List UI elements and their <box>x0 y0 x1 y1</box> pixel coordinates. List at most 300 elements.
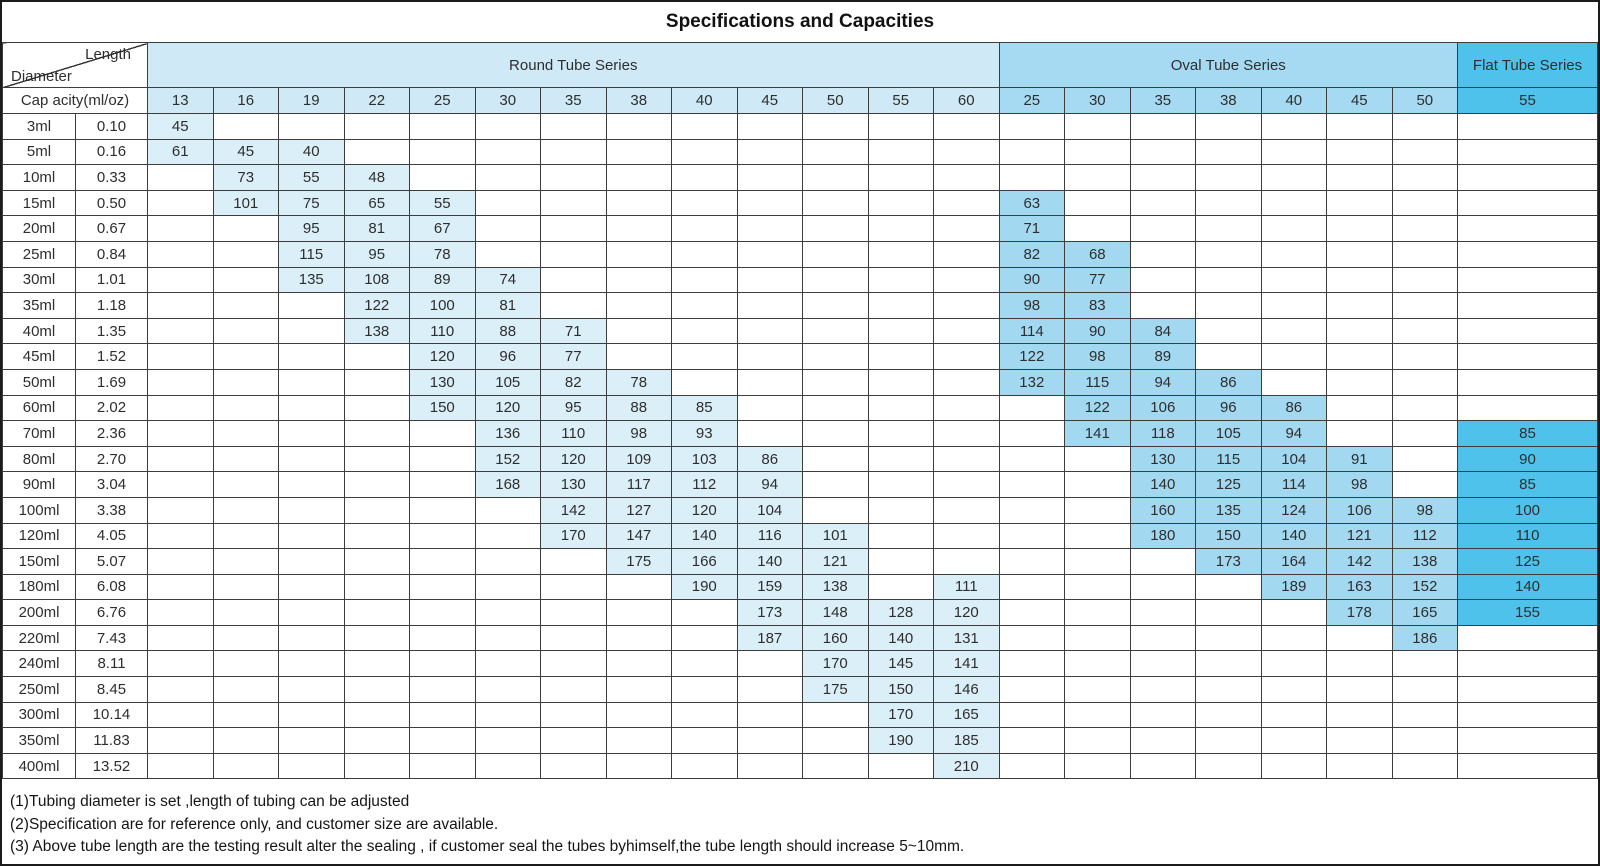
empty-cell <box>1327 318 1393 344</box>
empty-cell <box>672 625 738 651</box>
empty-cell <box>1327 369 1393 395</box>
empty-cell <box>1130 625 1196 651</box>
round-length-value-cell: 55 <box>410 190 476 216</box>
diameter-header-row <box>3 88 1598 114</box>
empty-cell <box>1196 574 1262 600</box>
empty-cell <box>279 344 345 370</box>
empty-cell <box>1261 216 1327 242</box>
empty-cell <box>1392 344 1458 370</box>
table-row <box>3 702 1598 728</box>
oval-length-value-cell: 122 <box>1065 395 1131 421</box>
empty-cell <box>148 293 214 319</box>
oval-length-value-cell: 163 <box>1327 574 1393 600</box>
oval-length-value-cell: 152 <box>1392 574 1458 600</box>
empty-cell <box>1196 267 1262 293</box>
oval-length-value-cell: 150 <box>1196 523 1262 549</box>
capacity-oz-cell: 1.18 <box>76 293 148 319</box>
empty-cell <box>1327 728 1393 754</box>
empty-cell <box>672 165 738 191</box>
empty-cell <box>475 728 541 754</box>
empty-cell <box>1458 114 1598 140</box>
empty-cell <box>999 446 1065 472</box>
capacity-oz-cell: 0.33 <box>76 165 148 191</box>
round-diameter-header: 19 <box>279 88 345 114</box>
empty-cell <box>213 600 279 626</box>
oval-diameter-header: 40 <box>1261 88 1327 114</box>
empty-cell <box>1261 369 1327 395</box>
flat-length-value-cell: 140 <box>1458 574 1598 600</box>
empty-cell <box>410 753 476 779</box>
empty-cell <box>606 677 672 703</box>
empty-cell <box>344 702 410 728</box>
empty-cell <box>1327 677 1393 703</box>
round-diameter-header: 25 <box>410 88 476 114</box>
empty-cell <box>213 241 279 267</box>
round-length-value-cell: 95 <box>344 241 410 267</box>
empty-cell <box>1261 165 1327 191</box>
empty-cell <box>1196 651 1262 677</box>
round-diameter-header: 60 <box>934 88 1000 114</box>
empty-cell <box>934 497 1000 523</box>
empty-cell <box>475 241 541 267</box>
empty-cell <box>606 216 672 242</box>
empty-cell <box>1130 139 1196 165</box>
empty-cell <box>279 114 345 140</box>
round-length-value-cell: 78 <box>606 369 672 395</box>
empty-cell <box>148 267 214 293</box>
empty-cell <box>1392 190 1458 216</box>
round-length-value-cell: 88 <box>606 395 672 421</box>
empty-cell <box>803 344 869 370</box>
corner-cell <box>3 43 148 88</box>
empty-cell <box>475 216 541 242</box>
capacity-ml-cell: 50ml <box>3 369 76 395</box>
empty-cell <box>1065 139 1131 165</box>
empty-cell <box>279 753 345 779</box>
capacity-oz-cell: 1.69 <box>76 369 148 395</box>
round-length-value-cell: 95 <box>541 395 607 421</box>
empty-cell <box>344 446 410 472</box>
empty-cell <box>410 472 476 498</box>
table-row <box>3 677 1598 703</box>
empty-cell <box>475 497 541 523</box>
table-row <box>3 549 1598 575</box>
capacity-oz-cell: 2.02 <box>76 395 148 421</box>
round-diameter-header: 30 <box>475 88 541 114</box>
round-length-value-cell: 115 <box>279 241 345 267</box>
empty-cell <box>1458 293 1598 319</box>
oval-length-value-cell: 189 <box>1261 574 1327 600</box>
round-length-value-cell: 89 <box>410 267 476 293</box>
empty-cell <box>1458 190 1598 216</box>
round-length-value-cell: 98 <box>606 421 672 447</box>
empty-cell <box>606 625 672 651</box>
empty-cell <box>1392 651 1458 677</box>
empty-cell <box>606 753 672 779</box>
empty-cell <box>213 421 279 447</box>
oval-length-value-cell: 106 <box>1327 497 1393 523</box>
capacity-ml-cell: 150ml <box>3 549 76 575</box>
empty-cell <box>1130 267 1196 293</box>
oval-length-value-cell: 89 <box>1130 344 1196 370</box>
round-length-value-cell: 77 <box>541 344 607 370</box>
empty-cell <box>410 114 476 140</box>
oval-length-value-cell: 140 <box>1261 523 1327 549</box>
empty-cell <box>1327 651 1393 677</box>
oval-length-value-cell: 118 <box>1130 421 1196 447</box>
capacity-ml-cell: 15ml <box>3 190 76 216</box>
round-length-value-cell: 105 <box>475 369 541 395</box>
empty-cell <box>344 753 410 779</box>
empty-cell <box>803 216 869 242</box>
empty-cell <box>1261 344 1327 370</box>
oval-length-value-cell: 86 <box>1196 369 1262 395</box>
empty-cell <box>213 344 279 370</box>
empty-cell <box>1327 165 1393 191</box>
oval-length-value-cell: 104 <box>1261 446 1327 472</box>
empty-cell <box>606 293 672 319</box>
empty-cell <box>803 421 869 447</box>
empty-cell <box>1065 574 1131 600</box>
empty-cell <box>213 625 279 651</box>
oval-length-value-cell: 84 <box>1130 318 1196 344</box>
empty-cell <box>148 446 214 472</box>
empty-cell <box>803 369 869 395</box>
round-length-value-cell: 93 <box>672 421 738 447</box>
capacity-oz-cell: 10.14 <box>76 702 148 728</box>
empty-cell <box>1392 267 1458 293</box>
oval-length-value-cell: 98 <box>999 293 1065 319</box>
oval-length-value-cell: 105 <box>1196 421 1262 447</box>
empty-cell <box>1327 293 1393 319</box>
empty-cell <box>1261 702 1327 728</box>
empty-cell <box>1392 165 1458 191</box>
round-length-value-cell: 166 <box>672 549 738 575</box>
empty-cell <box>475 600 541 626</box>
oval-length-value-cell: 164 <box>1261 549 1327 575</box>
empty-cell <box>541 625 607 651</box>
empty-cell <box>1261 753 1327 779</box>
empty-cell <box>803 318 869 344</box>
empty-cell <box>868 395 934 421</box>
capacity-oz-cell: 13.52 <box>76 753 148 779</box>
empty-cell <box>1196 728 1262 754</box>
empty-cell <box>213 728 279 754</box>
empty-cell <box>1065 497 1131 523</box>
capacity-oz-cell: 3.04 <box>76 472 148 498</box>
empty-cell <box>934 472 1000 498</box>
empty-cell <box>1458 651 1598 677</box>
empty-cell <box>1458 216 1598 242</box>
empty-cell <box>1196 677 1262 703</box>
empty-cell <box>737 728 803 754</box>
empty-cell <box>475 523 541 549</box>
oval-length-value-cell: 165 <box>1392 600 1458 626</box>
empty-cell <box>1130 651 1196 677</box>
empty-cell <box>606 651 672 677</box>
empty-cell <box>1261 267 1327 293</box>
empty-cell <box>803 753 869 779</box>
empty-cell <box>999 421 1065 447</box>
empty-cell <box>999 753 1065 779</box>
empty-cell <box>541 293 607 319</box>
empty-cell <box>1196 241 1262 267</box>
empty-cell <box>999 549 1065 575</box>
flat-length-value-cell: 100 <box>1458 497 1598 523</box>
empty-cell <box>1327 241 1393 267</box>
capacity-ml-cell: 70ml <box>3 421 76 447</box>
oval-length-value-cell: 130 <box>1130 446 1196 472</box>
round-length-value-cell: 82 <box>541 369 607 395</box>
empty-cell <box>1458 165 1598 191</box>
empty-cell <box>934 318 1000 344</box>
empty-cell <box>279 497 345 523</box>
empty-cell <box>934 267 1000 293</box>
empty-cell <box>1196 702 1262 728</box>
oval-length-value-cell: 125 <box>1196 472 1262 498</box>
capacity-oz-cell: 0.67 <box>76 216 148 242</box>
round-length-value-cell: 146 <box>934 677 1000 703</box>
round-length-value-cell: 173 <box>737 600 803 626</box>
oval-length-value-cell: 138 <box>1392 549 1458 575</box>
empty-cell <box>1392 241 1458 267</box>
round-length-value-cell: 103 <box>672 446 738 472</box>
empty-cell <box>410 165 476 191</box>
oval-length-value-cell: 63 <box>999 190 1065 216</box>
empty-cell <box>999 728 1065 754</box>
capacity-ml-cell: 30ml <box>3 267 76 293</box>
empty-cell <box>934 190 1000 216</box>
flat-series-header: Flat Tube Series <box>1458 43 1598 88</box>
empty-cell <box>1458 241 1598 267</box>
capacity-ml-cell: 5ml <box>3 139 76 165</box>
empty-cell <box>344 523 410 549</box>
oval-length-value-cell: 140 <box>1130 472 1196 498</box>
empty-cell <box>213 549 279 575</box>
empty-cell <box>672 677 738 703</box>
flat-length-value-cell: 85 <box>1458 421 1598 447</box>
empty-cell <box>213 369 279 395</box>
empty-cell <box>213 216 279 242</box>
empty-cell <box>868 241 934 267</box>
round-length-value-cell: 152 <box>475 446 541 472</box>
oval-diameter-header: 38 <box>1196 88 1262 114</box>
round-length-value-cell: 190 <box>868 728 934 754</box>
empty-cell <box>344 472 410 498</box>
round-length-value-cell: 138 <box>803 574 869 600</box>
oval-length-value-cell: 112 <box>1392 523 1458 549</box>
empty-cell <box>1065 702 1131 728</box>
round-length-value-cell: 120 <box>541 446 607 472</box>
empty-cell <box>868 190 934 216</box>
capacity-ml-cell: 100ml <box>3 497 76 523</box>
empty-cell <box>606 241 672 267</box>
round-length-value-cell: 121 <box>803 549 869 575</box>
empty-cell <box>1130 190 1196 216</box>
table-row <box>3 190 1598 216</box>
empty-cell <box>475 625 541 651</box>
round-diameter-header: 40 <box>672 88 738 114</box>
flat-length-value-cell: 155 <box>1458 600 1598 626</box>
round-length-value-cell: 135 <box>279 267 345 293</box>
oval-length-value-cell: 124 <box>1261 497 1327 523</box>
empty-cell <box>148 190 214 216</box>
empty-cell <box>410 651 476 677</box>
capacity-oz-cell: 6.76 <box>76 600 148 626</box>
empty-cell <box>1261 114 1327 140</box>
empty-cell <box>279 728 345 754</box>
empty-cell <box>868 114 934 140</box>
empty-cell <box>1196 165 1262 191</box>
footnotes <box>2 779 1598 864</box>
empty-cell <box>1392 395 1458 421</box>
oval-diameter-header: 30 <box>1065 88 1131 114</box>
round-diameter-header: 50 <box>803 88 869 114</box>
oval-length-value-cell: 83 <box>1065 293 1131 319</box>
empty-cell <box>606 728 672 754</box>
oval-diameter-header: 50 <box>1392 88 1458 114</box>
oval-length-value-cell: 115 <box>1065 369 1131 395</box>
empty-cell <box>148 523 214 549</box>
series-header-row <box>3 43 1598 88</box>
empty-cell <box>213 574 279 600</box>
empty-cell <box>606 702 672 728</box>
empty-cell <box>541 549 607 575</box>
empty-cell <box>1261 293 1327 319</box>
round-length-value-cell: 78 <box>410 241 476 267</box>
empty-cell <box>1392 369 1458 395</box>
table-row <box>3 395 1598 421</box>
empty-cell <box>737 344 803 370</box>
empty-cell <box>672 216 738 242</box>
empty-cell <box>999 139 1065 165</box>
empty-cell <box>1196 114 1262 140</box>
empty-cell <box>803 728 869 754</box>
table-row <box>3 165 1598 191</box>
oval-length-value-cell: 115 <box>1196 446 1262 472</box>
empty-cell <box>934 139 1000 165</box>
oval-length-value-cell: 96 <box>1196 395 1262 421</box>
round-length-value-cell: 110 <box>410 318 476 344</box>
empty-cell <box>1261 651 1327 677</box>
empty-cell <box>1196 190 1262 216</box>
empty-cell <box>1196 139 1262 165</box>
table-row <box>3 318 1598 344</box>
empty-cell <box>410 600 476 626</box>
capacity-oz-cell: 6.08 <box>76 574 148 600</box>
round-length-value-cell: 140 <box>672 523 738 549</box>
empty-cell <box>279 702 345 728</box>
empty-cell <box>279 574 345 600</box>
empty-cell <box>1130 728 1196 754</box>
empty-cell <box>279 421 345 447</box>
round-length-value-cell: 141 <box>934 651 1000 677</box>
empty-cell <box>1327 753 1393 779</box>
capacity-ml-cell: 200ml <box>3 600 76 626</box>
page-title: Specifications and Capacities <box>665 11 935 32</box>
flat-length-value-cell: 90 <box>1458 446 1598 472</box>
round-diameter-header: 35 <box>541 88 607 114</box>
round-length-value-cell: 148 <box>803 600 869 626</box>
empty-cell <box>868 446 934 472</box>
empty-cell <box>999 523 1065 549</box>
empty-cell <box>279 318 345 344</box>
empty-cell <box>606 190 672 216</box>
empty-cell <box>1065 728 1131 754</box>
empty-cell <box>999 114 1065 140</box>
round-length-value-cell: 71 <box>541 318 607 344</box>
empty-cell <box>1327 267 1393 293</box>
empty-cell <box>1458 344 1598 370</box>
empty-cell <box>541 702 607 728</box>
empty-cell <box>999 625 1065 651</box>
empty-cell <box>1130 216 1196 242</box>
empty-cell <box>1065 165 1131 191</box>
empty-cell <box>737 318 803 344</box>
empty-cell <box>999 651 1065 677</box>
empty-cell <box>213 523 279 549</box>
round-length-value-cell: 131 <box>934 625 1000 651</box>
empty-cell <box>1261 139 1327 165</box>
round-length-value-cell: 75 <box>279 190 345 216</box>
empty-cell <box>148 677 214 703</box>
empty-cell <box>1458 139 1598 165</box>
empty-cell <box>868 753 934 779</box>
empty-cell <box>344 728 410 754</box>
oval-length-value-cell: 98 <box>1065 344 1131 370</box>
empty-cell <box>148 497 214 523</box>
empty-cell <box>541 267 607 293</box>
round-length-value-cell: 109 <box>606 446 672 472</box>
empty-cell <box>1196 600 1262 626</box>
empty-cell <box>737 395 803 421</box>
round-length-value-cell: 185 <box>934 728 1000 754</box>
capacity-ml-cell: 80ml <box>3 446 76 472</box>
empty-cell <box>672 267 738 293</box>
empty-cell <box>475 574 541 600</box>
round-length-value-cell: 170 <box>803 651 869 677</box>
empty-cell <box>279 651 345 677</box>
oval-length-value-cell: 82 <box>999 241 1065 267</box>
oval-length-value-cell: 114 <box>999 318 1065 344</box>
empty-cell <box>541 216 607 242</box>
empty-cell <box>279 293 345 319</box>
empty-cell <box>737 421 803 447</box>
empty-cell <box>213 753 279 779</box>
empty-cell <box>410 446 476 472</box>
empty-cell <box>868 293 934 319</box>
empty-cell <box>868 267 934 293</box>
round-length-value-cell: 150 <box>410 395 476 421</box>
empty-cell <box>672 753 738 779</box>
capacity-oz-cell: 0.84 <box>76 241 148 267</box>
empty-cell <box>541 677 607 703</box>
empty-cell <box>606 267 672 293</box>
oval-length-value-cell: 114 <box>1261 472 1327 498</box>
round-length-value-cell: 108 <box>344 267 410 293</box>
empty-cell <box>868 344 934 370</box>
capacity-ml-cell: 10ml <box>3 165 76 191</box>
empty-cell <box>672 702 738 728</box>
empty-cell <box>672 190 738 216</box>
empty-cell <box>606 344 672 370</box>
empty-cell <box>737 651 803 677</box>
round-length-value-cell: 100 <box>410 293 476 319</box>
flat-diameter-header: 55 <box>1458 88 1598 114</box>
empty-cell <box>934 369 1000 395</box>
capacity-ml-cell: 120ml <box>3 523 76 549</box>
round-length-value-cell: 101 <box>803 523 869 549</box>
